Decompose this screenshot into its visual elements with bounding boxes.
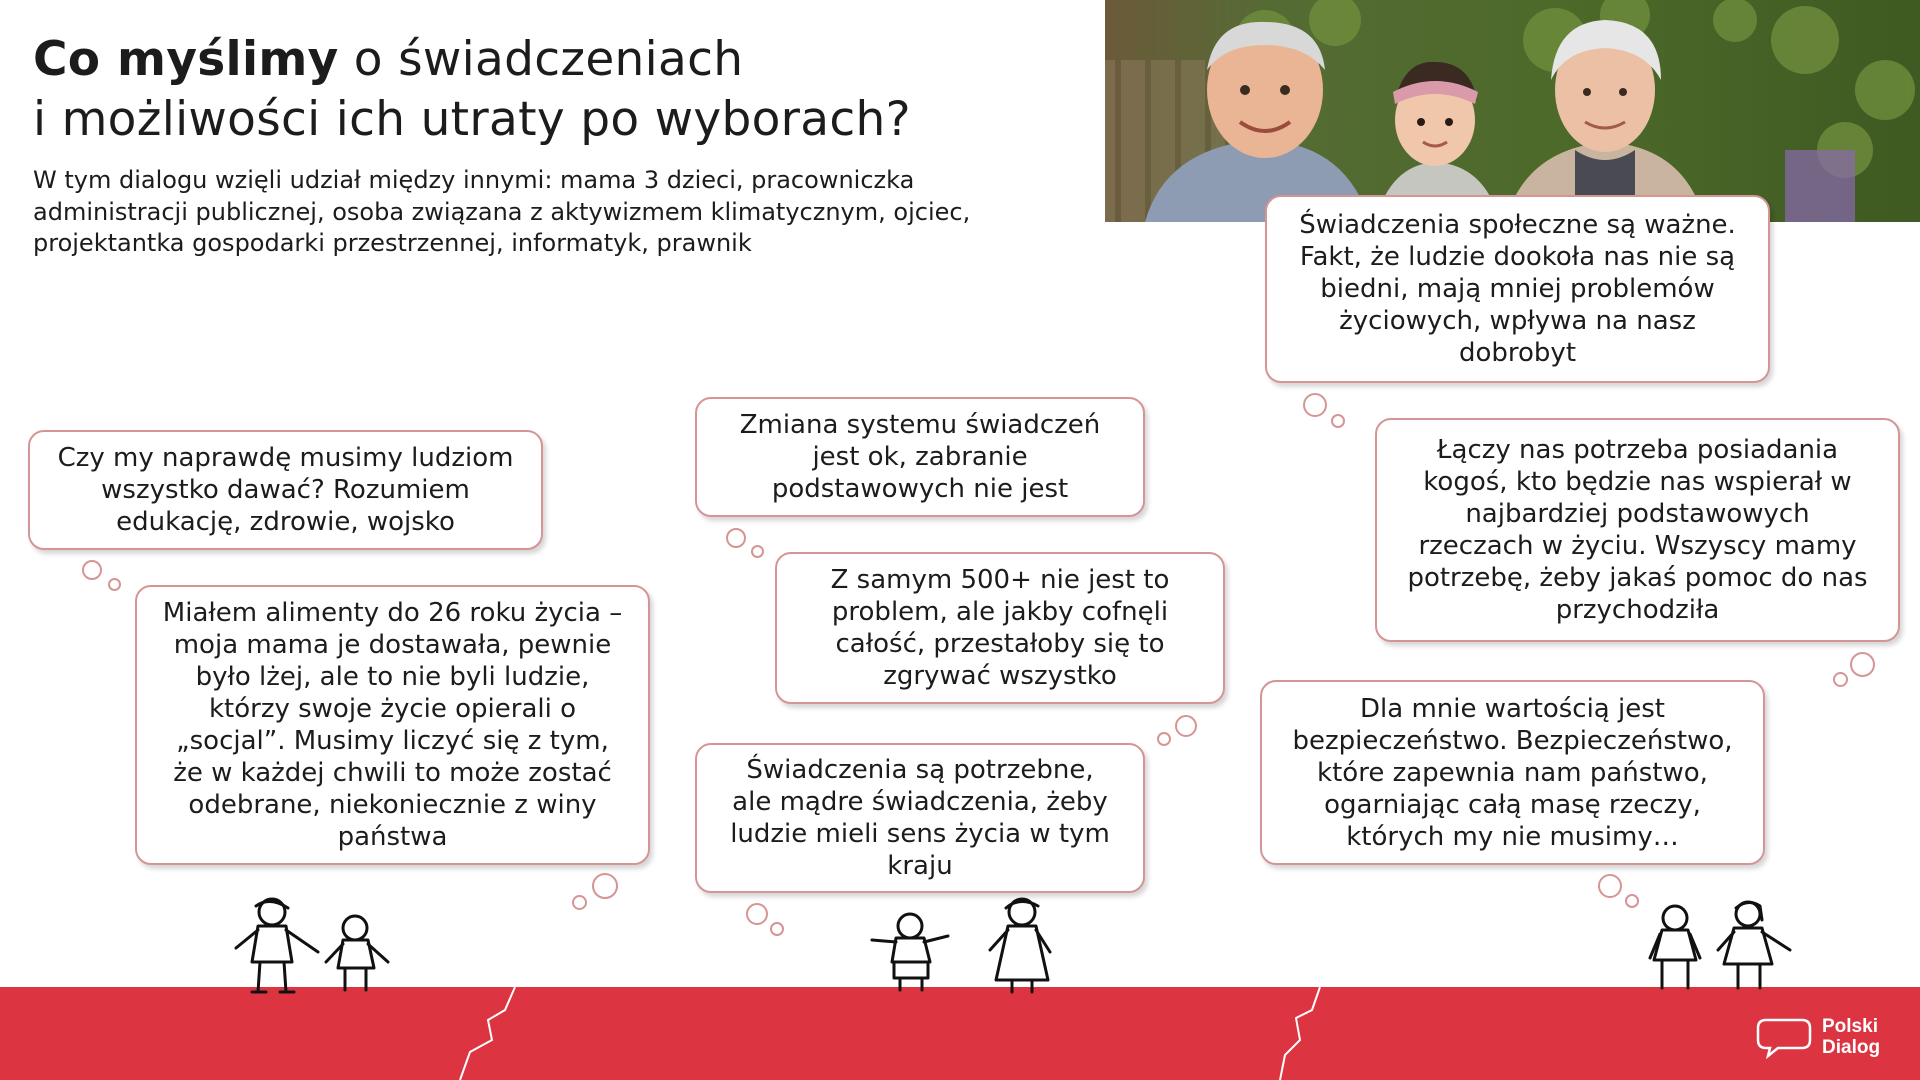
person-figure	[1650, 906, 1700, 988]
person-figure	[872, 914, 948, 990]
participants-description: W tym dialogu wzięli udział między innymi: mama 3 dzieci, pracowniczka administracji publicznej, osoba związana z aktywizmem klimatycznym, ojciec, projektantka gospodarki przestrzennej, informatyk, prawnik	[33, 166, 971, 257]
person-figure	[236, 899, 318, 992]
person-figure	[1718, 902, 1790, 988]
quote-text-6: Świadczenia społeczne są ważne. Fakt, że ludzie dookoła nas nie są biedni, mają mniej problemów życiowych, wpływa na nasz dobrobyt	[1299, 210, 1736, 368]
title-rest: o świadczeniach	[338, 32, 744, 87]
quote-text-1: Czy my naprawdę musimy ludziom wszystko dawać? Rozumiem edukację, zdrowie, wojsko	[57, 443, 514, 537]
title-line2: i możliwości ich utraty po wyborach?	[33, 92, 911, 147]
quote-text-3: Zmiana systemu świadczeń jest ok, zabranie podstawowych nie jest	[739, 410, 1101, 504]
quote-text-8: Dla mnie wartością jest bezpieczeństwo. Bezpieczeństwo, które zapewnia nam państwo, ogarniając całą masę rzeczy, których my nie musimy…	[1292, 693, 1733, 852]
person-figure	[326, 916, 388, 990]
quote-text-7: Łączy nas potrzeba posiadania kogoś, kto będzie nas wspierał w najbardziej podstawowych rzeczach w życiu. Wszyscy mamy potrzebę, żeby jakaś pomoc do nas przychodziła	[1407, 435, 1868, 625]
quote-text-2: Miałem alimenty do 26 roku życia – moja mama je dostawała, pewnie było lżej, ale to nie byli ludzie, którzy swoje życie opierali o „socjal”. Musimy liczyć się z tym, że w każdej chwili to może zostać odebrane, niekoniecznie z winy państwa	[162, 598, 623, 852]
person-figure	[990, 899, 1050, 992]
polski-dialog-logo	[1822, 1016, 1880, 1058]
quote-text-4: Z samym 500+ nie jest to problem, ale jakby cofnęli całość, przestałoby się to zgrywać wszystko	[830, 565, 1170, 691]
logo-line1: Polski	[1822, 1016, 1878, 1037]
title-bold: Co myślimy	[33, 32, 339, 87]
quote-text-5: Świadczenia są potrzebne, ale mądre świadczenia, żeby ludzie mieli sens życia w tym kraju	[730, 755, 1110, 881]
logo-line2: Dialog	[1822, 1037, 1881, 1058]
